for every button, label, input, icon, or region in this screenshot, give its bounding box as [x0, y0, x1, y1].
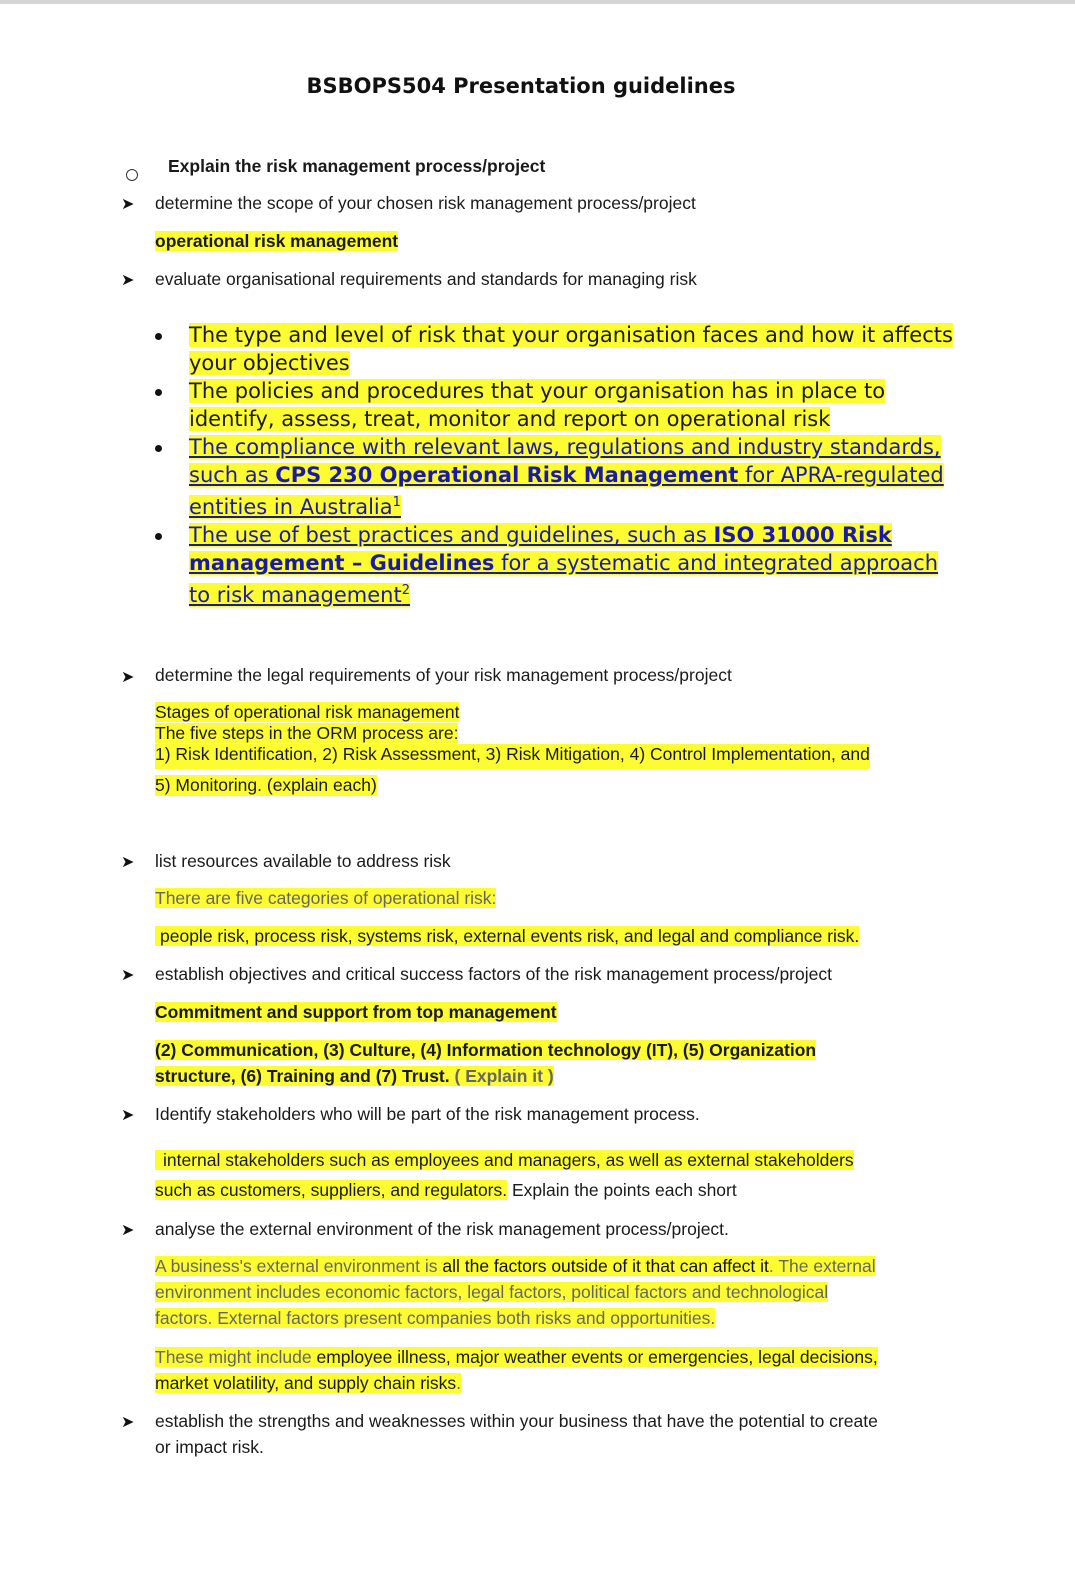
resources-answer-intro: There are five categories of operational risk: — [155, 888, 497, 908]
objectives-answer-2: (2) Communication, (3) Culture, (4) Information technology (IT), (5) Organization structure, (6) Training and (7) Trust. ( Explain it ) — [155, 1040, 817, 1086]
arrow-bullet-icon: ➤ — [121, 1222, 135, 1239]
external-env-paragraph-1: A business's external environment is all the factors outside of it that can affect it. The external environment includes economic factors, legal factors, political factors and technological factors. External factors present companies both risks and opportunities. — [155, 1256, 876, 1328]
bullet-dot-icon — [155, 389, 162, 396]
item-legal: determine the legal requirements of your risk management process/project — [155, 665, 732, 685]
top-border — [0, 0, 1075, 4]
item-scope: determine the scope of your chosen risk management process/project — [155, 193, 696, 213]
item-strengths-weaknesses: establish the strengths and weaknesses within your business that have the potential to create or impact risk. — [155, 1411, 878, 1457]
arrow-bullet-icon: ➤ — [121, 967, 135, 984]
arrow-bullet-icon: ➤ — [121, 854, 135, 871]
objectives-answer-1: Commitment and support from top management — [155, 1002, 557, 1022]
item-requirements: evaluate organisational requirements and standards for managing risk — [155, 269, 697, 289]
item-objectives: establish objectives and critical success factors of the risk management process/project — [155, 964, 832, 984]
list-item — [155, 521, 965, 609]
resources-answer-list: people risk, process risk, systems risk, external events risk, and legal and compliance risk. — [155, 926, 859, 946]
page-title: BSBOPS504 Presentation guidelines — [306, 74, 736, 98]
arrow-bullet-icon: ➤ — [121, 1414, 135, 1431]
bullet-dot-icon — [155, 333, 162, 340]
arrow-bullet-icon: ➤ — [121, 1107, 135, 1124]
iso31000-link[interactable]: The use of best practices and guidelines, such as ISO 31000 Risk management – Guidelines for a systematic and integrated approach to risk management$^2$ — [189, 523, 939, 607]
list-item — [155, 433, 965, 521]
circle-bullet-icon — [126, 169, 138, 181]
bullet-dot-icon — [155, 533, 162, 540]
list-item: The type and level of risk that your organisation faces and how it affects your objectives — [155, 321, 965, 377]
item-stakeholders: Identify stakeholders who will be part of the risk management process. — [155, 1104, 700, 1124]
stakeholders-answer: internal stakeholders such as employees and managers, as well as external stakeholders such as customers, suppliers, and regulators. Explain the points each short — [155, 1150, 854, 1200]
requirements-bullet-list — [155, 321, 965, 609]
cps230-link[interactable]: The compliance with relevant laws, regulations and industry standards, such as CPS 230 Operational Risk Management for APRA-regulated entities in Australia$^1$ — [189, 435, 944, 519]
external-env-paragraph-2: These might include employee illness, major weather events or emergencies, legal decisions, market volatility, and supply chain risks. — [155, 1347, 878, 1393]
bullet-dot-icon — [155, 445, 162, 452]
arrow-bullet-icon: ➤ — [121, 196, 135, 213]
list-item: The policies and procedures that your organisation has in place to identify, assess, treat, monitor and report on operational risk — [155, 377, 965, 433]
item-resources: list resources available to address risk — [155, 851, 451, 871]
arrow-bullet-icon: ➤ — [121, 669, 135, 686]
section-heading: Explain the risk management process/project — [168, 156, 546, 176]
arrow-bullet-icon: ➤ — [121, 272, 135, 289]
item-external-env: analyse the external environment of the risk management process/project. — [155, 1219, 729, 1239]
legal-answer: Stages of operational risk management The five steps in the ORM process are: 1) Risk Identification, 2) Risk Assessment, 3) Risk Mitigation, 4) Control Implementation, and 5) Monitoring. (explain each) — [155, 702, 870, 795]
item-scope-answer: operational risk management — [155, 231, 399, 251]
